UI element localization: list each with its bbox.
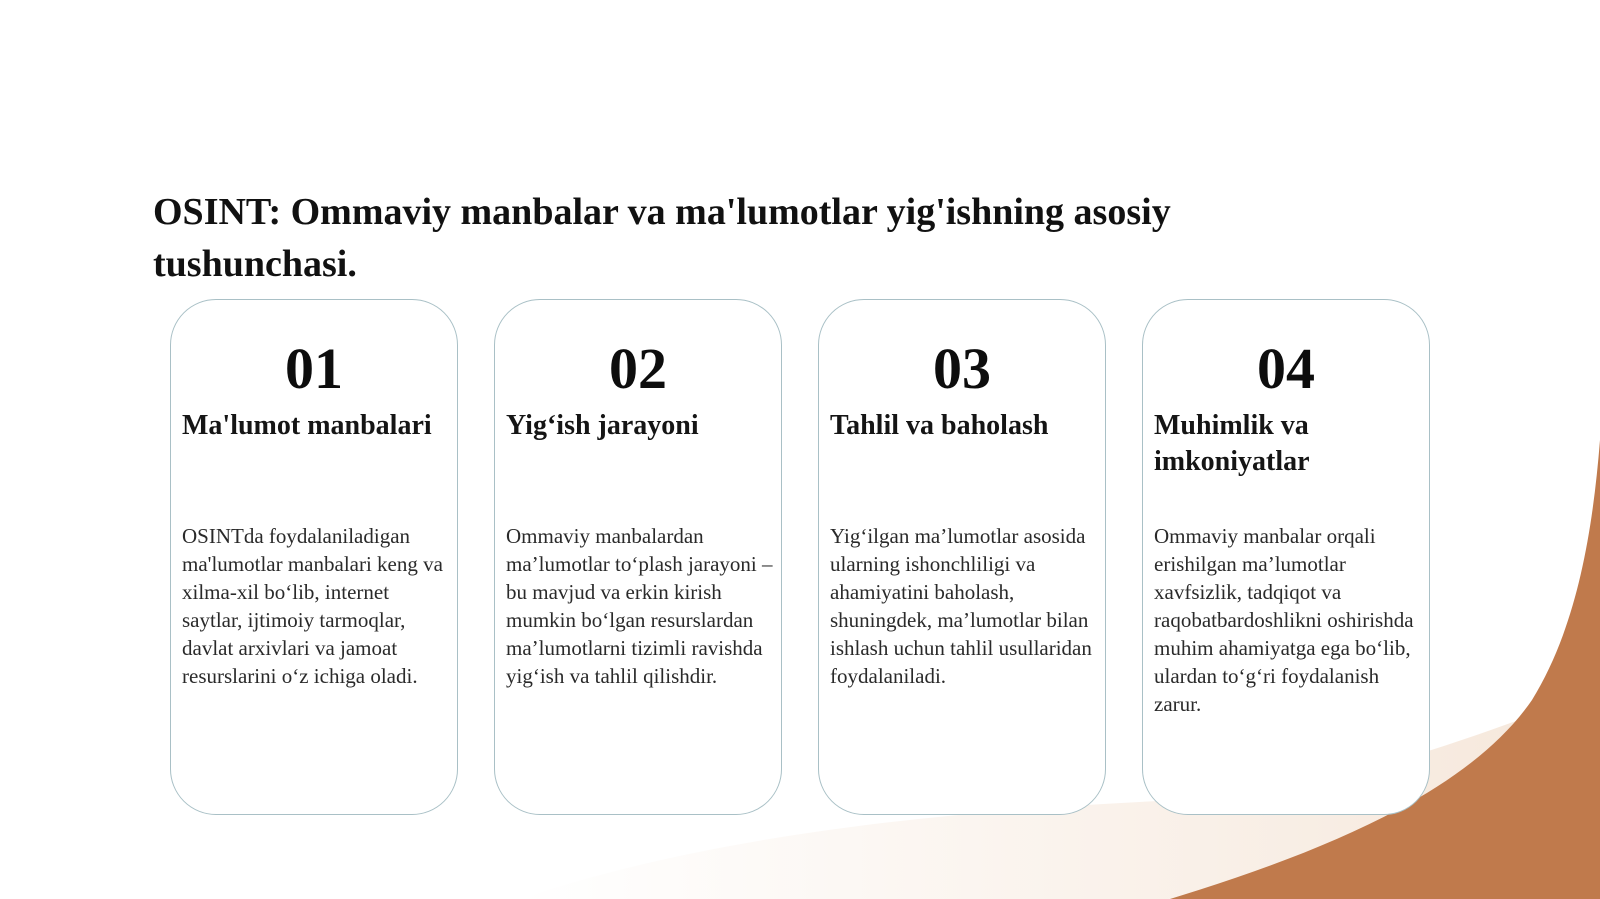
- card-number: 01: [285, 336, 343, 401]
- card-number: 02: [609, 336, 667, 401]
- card-body: Ommaviy manbalardan ma’lumotlar to‘plash jarayoni – bu mavjud va erkin kirish mumkin bo‘lgan resurslardan ma’lumotlarni tizimli ravishda yig‘ish va tahlil qilishdir.: [506, 524, 773, 688]
- card-number: 04: [1257, 336, 1315, 401]
- card-heading: Yig‘ish jarayoni: [506, 410, 699, 441]
- card-body: Yig‘ilgan ma’lumotlar asosida ularning ishonchliligi va ahamiyatini baholash, shuningdek, ma’lumotlar bilan ishlash uchun tahlil usullaridan foydalaniladi.: [830, 524, 1092, 688]
- card-heading: Ma'lumot manbalari: [182, 410, 432, 441]
- card-muhimlik-va-imkoniyatlar: [1142, 299, 1430, 815]
- card-number: 03: [933, 336, 991, 401]
- card-yigish-jarayoni: [494, 299, 782, 815]
- card-heading: Muhimlik va imkoniyatlar: [1154, 410, 1310, 477]
- card-body: Ommaviy manbalar orqali erishilgan ma’lumotlar xavfsizlik, tadqiqot va raqobatbardoshlikni oshirishda muhim ahamiyatga ega bo‘lib, ulardan to‘g‘ri foydalanish zarur.: [1154, 524, 1414, 716]
- slide-title: OSINT: Ommaviy manbalar va ma'lumotlar yig'ishning asosiy tushunchasi.: [153, 191, 1171, 285]
- card-heading: Tahlil va baholash: [830, 410, 1049, 441]
- card-body: OSINTda foydalaniladigan ma'lumotlar manbalari keng va xilma-xil bo‘lib, internet saytlar, ijtimoiy tarmoqlar, davlat arxivlari va jamoat resurslarini o‘z ichiga oladi.: [182, 524, 443, 688]
- card-malumot-manbalari: [170, 299, 458, 815]
- card-tahlil-va-baholash: [818, 299, 1106, 815]
